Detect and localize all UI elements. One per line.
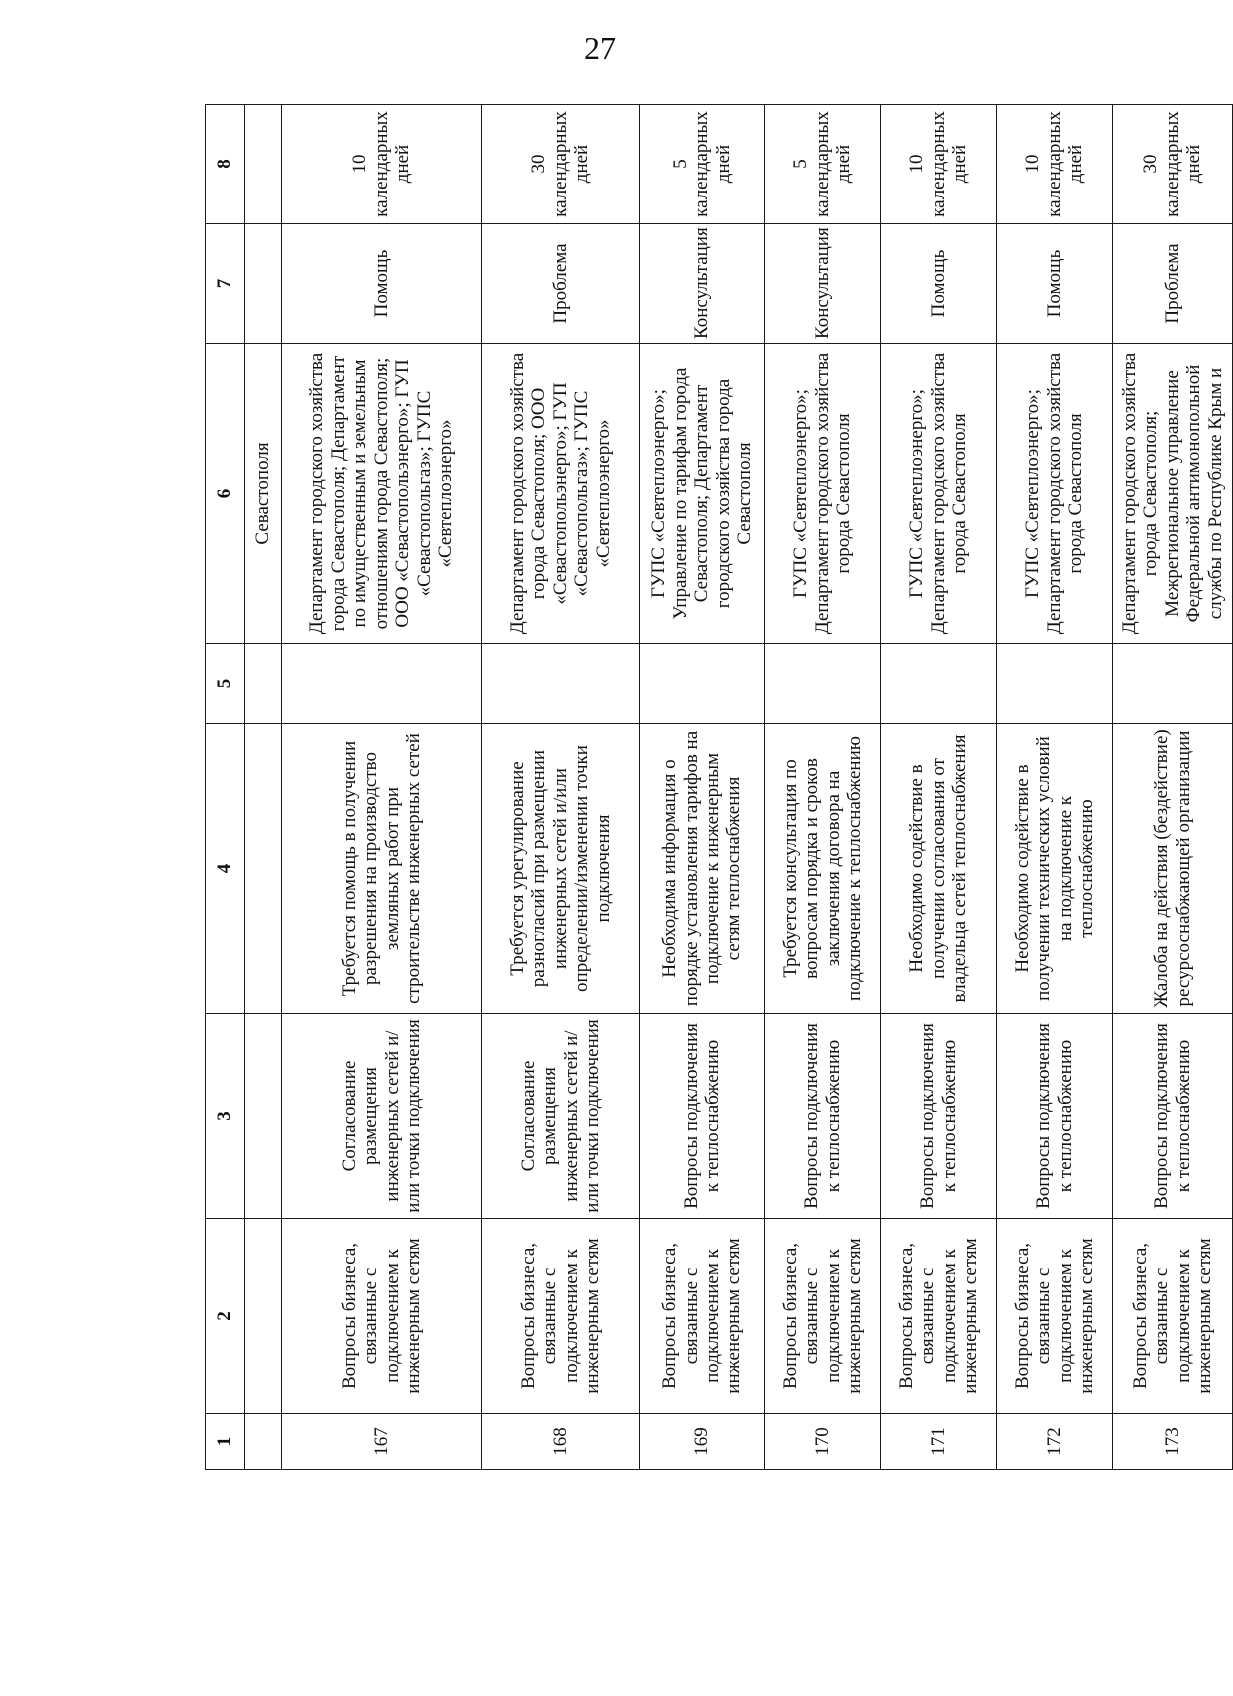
response-deadline: 30 календарных дней [482, 105, 640, 224]
row-number: 170 [765, 1414, 881, 1470]
request-type: Помощь [881, 224, 997, 344]
response-deadline: 5 календарных дней [640, 105, 765, 224]
response-deadline: 10 календарных дней [881, 105, 997, 224]
header-col-6: 6 [206, 344, 245, 644]
question-description: Требуется урегулирование разногласий при размещении инженерных сетей и/или определении/изменении точки подключения [482, 724, 640, 1014]
header-col-8: 8 [206, 105, 245, 224]
question-subject: Вопросы подключения к теплоснабжению [1113, 1014, 1233, 1219]
question-subject: Вопросы подключения к теплоснабжению [640, 1014, 765, 1219]
column-5-cell [881, 644, 997, 724]
request-type: Проблема [1113, 224, 1233, 344]
column-5-cell [640, 644, 765, 724]
question-description: Требуется помощь в получении разрешения на производство земляных работ при строительстве инженерных сетей [282, 724, 482, 1014]
table-row [765, 105, 881, 1470]
table-row [482, 105, 640, 1470]
header-row [206, 105, 245, 1470]
column-5-cell [482, 644, 640, 724]
response-deadline: 10 календарных дней [997, 105, 1113, 224]
region-cell-empty [245, 1014, 282, 1219]
question-description: Требуется консультация по вопросам порядка и сроков заключения договора на подключение к теплоснабжению [765, 724, 881, 1014]
region-name: Севастополя [245, 344, 282, 644]
row-number: 171 [881, 1414, 997, 1470]
question-description: Необходимо содействие в получении технических условий на подключение к теплоснабжению [997, 724, 1113, 1014]
question-subject: Согласование размещения инженерных сетей и/или точки подключения [482, 1014, 640, 1219]
row-number: 167 [282, 1414, 482, 1470]
table-row [1113, 105, 1233, 1470]
question-category: Вопросы бизнеса, связанные с подключением к инженерным сетям [482, 1219, 640, 1414]
column-5-cell [765, 644, 881, 724]
responsible-organizations: Департамент городского хозяйства города Севастополя; Департамент по имущественным и земельным отношениям города Севастополя; ООО «Севастопольэнерго»; ГУП «Севастопольгаз»; ГУПС «Севтеплоэнерго» [282, 344, 482, 644]
question-subject: Вопросы подключения к теплоснабжению [765, 1014, 881, 1219]
column-5-cell [282, 644, 482, 724]
request-type: Помощь [282, 224, 482, 344]
region-cell-empty [245, 1414, 282, 1470]
page-number: 27 [584, 30, 616, 66]
request-type: Проблема [482, 224, 640, 344]
response-deadline: 5 календарных дней [765, 105, 881, 224]
header-col-4: 4 [206, 724, 245, 1014]
header-col-3: 3 [206, 1014, 245, 1219]
row-number: 169 [640, 1414, 765, 1470]
request-type: Помощь [997, 224, 1113, 344]
region-row [245, 105, 282, 1470]
header-col-5: 5 [206, 644, 245, 724]
header-col-1: 1 [206, 1414, 245, 1470]
question-subject: Вопросы подключения к теплоснабжению [881, 1014, 997, 1219]
responsible-organizations: Департамент городского хозяйства города Севастополя; ООО «Севастопольэнерго»; ГУП «Севастопольгаз»; ГУПС «Севтеплоэнерго» [482, 344, 640, 644]
question-category: Вопросы бизнеса, связанные с подключением к инженерным сетям [1113, 1219, 1233, 1414]
responsible-organizations: ГУПС «Севтеплоэнерго»; Департамент городского хозяйства города Севастополя [765, 344, 881, 644]
region-cell-empty [245, 1219, 282, 1414]
question-description: Необходимо содействие в получении согласования от владельца сетей теплоснабжения [881, 724, 997, 1014]
table-row [881, 105, 997, 1470]
table-row [997, 105, 1113, 1470]
responsible-organizations: Департамент городского хозяйства города Севастополя; Межрегиональное управление Федеральной антимонопольной службы по Республике Крым и [1113, 344, 1233, 644]
request-type: Консультация [640, 224, 765, 344]
column-5-cell [997, 644, 1113, 724]
response-deadline: 10 календарных дней [282, 105, 482, 224]
question-description: Необходима информация о порядке установления тарифов на подключение к инженерным сетям теплоснабжения [640, 724, 765, 1014]
question-category: Вопросы бизнеса, связанные с подключением к инженерным сетям [765, 1219, 881, 1414]
header-col-2: 2 [206, 1219, 245, 1414]
question-category: Вопросы бизнеса, связанные с подключением к инженерным сетям [282, 1219, 482, 1414]
region-cell-empty [245, 224, 282, 344]
question-description: Жалоба на действия (бездействие) ресурсоснабжающей организации [1113, 724, 1233, 1014]
header-col-7: 7 [206, 224, 245, 344]
row-number: 172 [997, 1414, 1113, 1470]
column-5-cell [1113, 644, 1233, 724]
table-row [640, 105, 765, 1470]
table-body [282, 105, 1233, 1470]
responsible-organizations: ГУПС «Севтеплоэнерго»; Управление по тарифам города Севастополя; Департамент городского хозяйства города Севастополя [640, 344, 765, 644]
request-type: Консультация [765, 224, 881, 344]
question-category: Вопросы бизнеса, связанные с подключением к инженерным сетям [881, 1219, 997, 1414]
region-cell-empty [245, 105, 282, 224]
region-cell-empty [245, 644, 282, 724]
question-category: Вопросы бизнеса, связанные с подключением к инженерным сетям [640, 1219, 765, 1414]
question-category: Вопросы бизнеса, связанные с подключением к инженерным сетям [997, 1219, 1113, 1414]
response-deadline: 30 календарных дней [1113, 105, 1233, 224]
appeals-table [205, 104, 1233, 1470]
responsible-organizations: ГУПС «Севтеплоэнерго»; Департамент городского хозяйства города Севастополя [997, 344, 1113, 644]
rotated-table-container [205, 105, 1226, 1470]
region-cell-empty [245, 724, 282, 1014]
question-subject: Вопросы подключения к теплоснабжению [997, 1014, 1113, 1219]
question-subject: Согласование размещения инженерных сетей и/или точки подключения [282, 1014, 482, 1219]
row-number: 173 [1113, 1414, 1233, 1470]
row-number: 168 [482, 1414, 640, 1470]
responsible-organizations: ГУПС «Севтеплоэнерго»; Департамент городского хозяйства города Севастополя [881, 344, 997, 644]
table-row [282, 105, 482, 1470]
